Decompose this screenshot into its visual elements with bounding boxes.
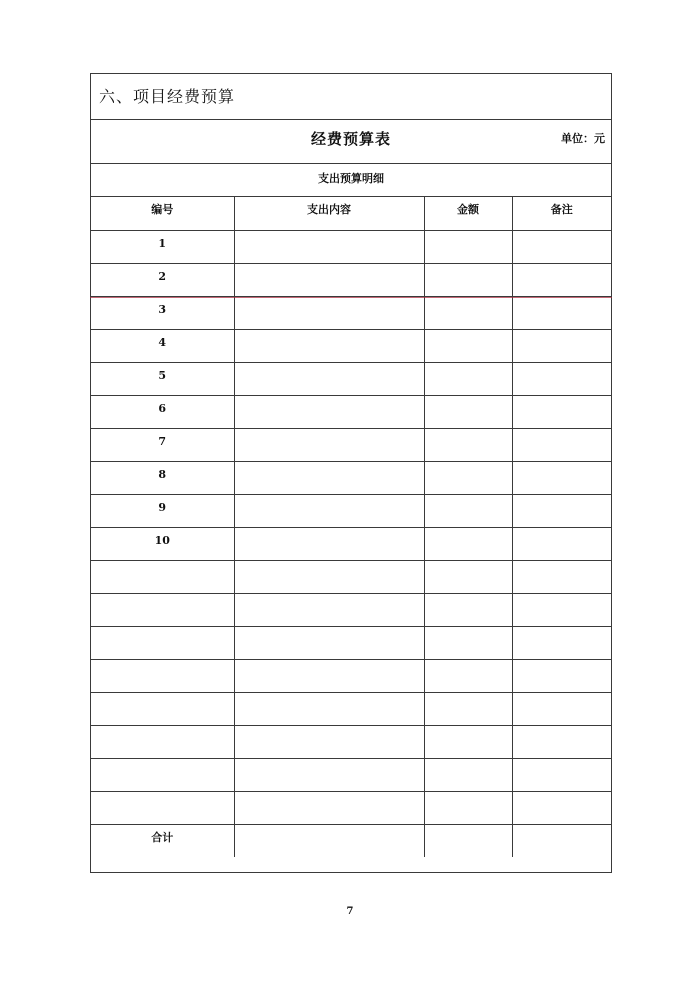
budget-form	[90, 73, 612, 873]
cell-amount[interactable]	[424, 692, 512, 725]
cell-remarks[interactable]	[512, 494, 611, 527]
table-row	[91, 362, 611, 395]
table-row	[91, 560, 611, 593]
cell-number	[91, 560, 234, 593]
cell-amount[interactable]	[424, 395, 512, 428]
cell-number: 8	[91, 461, 234, 494]
cell-number: 2	[91, 263, 234, 296]
total-amount[interactable]	[424, 824, 512, 857]
table-row	[91, 758, 611, 791]
total-content[interactable]	[234, 824, 424, 857]
cell-remarks[interactable]	[512, 527, 611, 560]
total-remarks[interactable]	[512, 824, 611, 857]
cell-remarks[interactable]	[512, 395, 611, 428]
cell-amount[interactable]	[424, 626, 512, 659]
section-title: 六、项目经费预算	[91, 74, 611, 120]
cell-remarks[interactable]	[512, 593, 611, 626]
cell-number	[91, 659, 234, 692]
table-row	[91, 461, 611, 494]
cell-number	[91, 626, 234, 659]
cell-content[interactable]	[234, 230, 424, 263]
table-row	[91, 791, 611, 824]
cell-content[interactable]	[234, 626, 424, 659]
table-row	[91, 659, 611, 692]
cell-content[interactable]	[234, 296, 424, 329]
detail-title: 支出预算明细	[91, 164, 611, 197]
cell-content[interactable]	[234, 791, 424, 824]
cell-amount[interactable]	[424, 725, 512, 758]
cell-amount[interactable]	[424, 494, 512, 527]
total-label: 合计	[91, 824, 234, 857]
table-row	[91, 395, 611, 428]
cell-amount[interactable]	[424, 362, 512, 395]
cell-number	[91, 725, 234, 758]
cell-remarks[interactable]	[512, 692, 611, 725]
header-number: 编号	[91, 197, 234, 230]
cell-content[interactable]	[234, 593, 424, 626]
cell-number: 1	[91, 230, 234, 263]
cell-content[interactable]	[234, 395, 424, 428]
table-row	[91, 230, 611, 263]
table-body	[91, 230, 611, 857]
cell-amount[interactable]	[424, 758, 512, 791]
cell-content[interactable]	[234, 329, 424, 362]
header-content: 支出内容	[234, 197, 424, 230]
table-row	[91, 593, 611, 626]
cell-content[interactable]	[234, 428, 424, 461]
cell-content[interactable]	[234, 527, 424, 560]
cell-content[interactable]	[234, 560, 424, 593]
cell-content[interactable]	[234, 659, 424, 692]
cell-number	[91, 692, 234, 725]
cell-content[interactable]	[234, 725, 424, 758]
cell-number: 3	[91, 296, 234, 329]
cell-remarks[interactable]	[512, 230, 611, 263]
stray-red-line	[90, 297, 612, 298]
cell-number	[91, 758, 234, 791]
header-row	[91, 197, 611, 230]
cell-number	[91, 593, 234, 626]
cell-amount[interactable]	[424, 296, 512, 329]
table-row	[91, 329, 611, 362]
table-row	[91, 428, 611, 461]
budget-table	[91, 197, 611, 857]
cell-content[interactable]	[234, 758, 424, 791]
cell-amount[interactable]	[424, 791, 512, 824]
cell-content[interactable]	[234, 362, 424, 395]
table-row	[91, 494, 611, 527]
cell-remarks[interactable]	[512, 560, 611, 593]
cell-amount[interactable]	[424, 329, 512, 362]
cell-amount[interactable]	[424, 593, 512, 626]
unit-label: 单位：元	[561, 132, 605, 145]
budget-header	[91, 120, 611, 164]
cell-remarks[interactable]	[512, 758, 611, 791]
header-amount: 金额	[424, 197, 512, 230]
cell-number: 4	[91, 329, 234, 362]
cell-number: 7	[91, 428, 234, 461]
table-row	[91, 296, 611, 329]
cell-amount[interactable]	[424, 461, 512, 494]
total-row	[91, 824, 611, 857]
cell-amount[interactable]	[424, 428, 512, 461]
cell-content[interactable]	[234, 692, 424, 725]
page-number: 7	[346, 906, 354, 917]
cell-number: 10	[91, 527, 234, 560]
table-row	[91, 263, 611, 296]
cell-remarks[interactable]	[512, 428, 611, 461]
cell-amount[interactable]	[424, 263, 512, 296]
table-row	[91, 692, 611, 725]
cell-number: 9	[91, 494, 234, 527]
table-row	[91, 527, 611, 560]
cell-remarks[interactable]	[512, 263, 611, 296]
table-row	[91, 725, 611, 758]
cell-amount[interactable]	[424, 230, 512, 263]
cell-remarks[interactable]	[512, 725, 611, 758]
cell-amount[interactable]	[424, 659, 512, 692]
cell-remarks[interactable]	[512, 296, 611, 329]
cell-remarks[interactable]	[512, 461, 611, 494]
table-row	[91, 626, 611, 659]
budget-table-title: 经费预算表	[310, 130, 391, 148]
cell-remarks[interactable]	[512, 659, 611, 692]
cell-number: 6	[91, 395, 234, 428]
cell-amount[interactable]	[424, 527, 512, 560]
cell-content[interactable]	[234, 263, 424, 296]
cell-remarks[interactable]	[512, 329, 611, 362]
header-remarks: 备注	[512, 197, 611, 230]
cell-content[interactable]	[234, 461, 424, 494]
cell-remarks[interactable]	[512, 791, 611, 824]
cell-amount[interactable]	[424, 560, 512, 593]
cell-remarks[interactable]	[512, 362, 611, 395]
cell-number	[91, 791, 234, 824]
cell-content[interactable]	[234, 494, 424, 527]
cell-remarks[interactable]	[512, 626, 611, 659]
cell-number: 5	[91, 362, 234, 395]
